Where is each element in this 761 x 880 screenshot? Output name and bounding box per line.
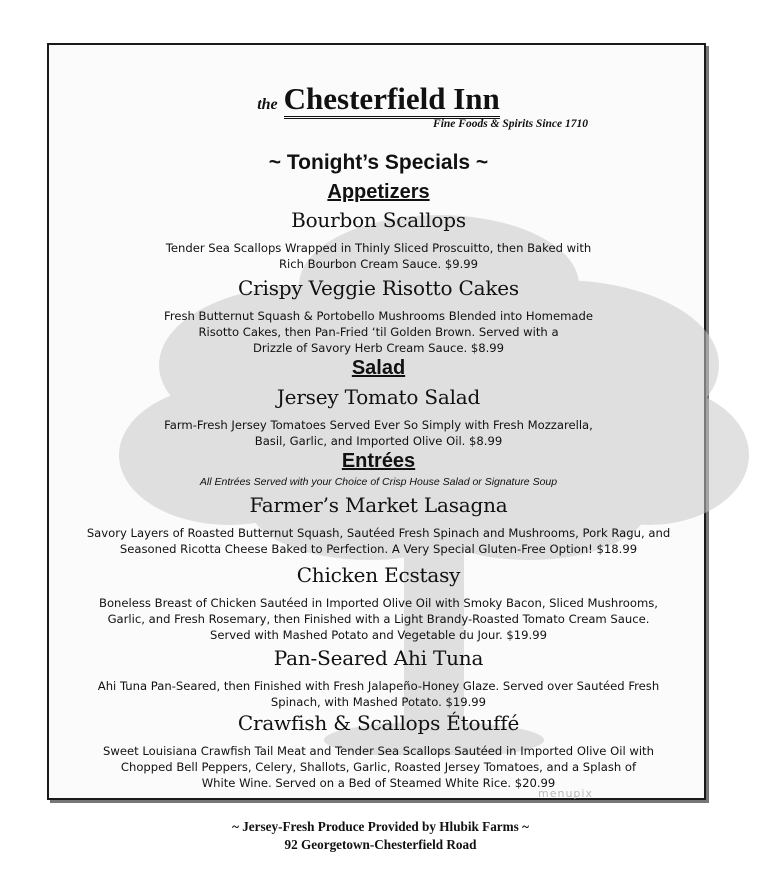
restaurant-tagline: Fine Foods & Spirits Since 1710 bbox=[433, 118, 588, 130]
section-appetizers: Appetizers bbox=[327, 181, 430, 203]
brand-prefix: the bbox=[257, 96, 278, 113]
description-line: Ahi Tuna Pan-Seared, then Finished with Fresh Jalapeño-Honey Glaze. Served over Sautéed Fresh bbox=[97, 679, 660, 693]
dish-description bbox=[69, 308, 688, 356]
dish-description bbox=[69, 743, 688, 791]
description-line: White Wine. Served on a Bed of Steamed White Rice. $20.99 bbox=[201, 776, 556, 790]
dish-description bbox=[69, 417, 688, 449]
dish-description bbox=[69, 595, 688, 643]
description-line: Spinach, with Mashed Potato. $19.99 bbox=[270, 695, 487, 709]
menu-card bbox=[47, 43, 706, 800]
description-line: Seasoned Ricotta Cheese Baked to Perfection. A Very Special Gluten-Free Option! $18.99 bbox=[119, 542, 638, 556]
footer-line-address: 92 Georgetown-Chesterfield Road bbox=[284, 837, 477, 852]
description-line: Garlic, and Fresh Rosemary, then Finished with a Light Brandy-Roasted Tomato Cream Sauce. bbox=[107, 612, 650, 626]
footer bbox=[0, 818, 761, 854]
section-salad: Salad bbox=[351, 357, 406, 379]
menu-content bbox=[49, 45, 708, 802]
description-line: Tender Sea Scallops Wrapped in Thinly Sliced Proscuitto, then Baked with bbox=[165, 241, 592, 255]
dish-name: Jersey Tomato Salad bbox=[276, 385, 481, 409]
section-entrees: Entrées bbox=[341, 450, 416, 472]
dish-name: Pan-Seared Ahi Tuna bbox=[273, 646, 484, 670]
description-line: Farm-Fresh Jersey Tomatoes Served Ever So Simply with Fresh Mozzarella, bbox=[164, 418, 593, 432]
description-line: Basil, Garlic, and Imported Olive Oil. $8.99 bbox=[254, 434, 503, 448]
description-line: Served with Mashed Potato and Vegetable du Jour. $19.99 bbox=[210, 628, 547, 642]
specials-headline: ~ Tonight’s Specials ~ bbox=[268, 151, 489, 174]
description-line: Sweet Louisiana Crawfish Tail Meat and Tender Sea Scallops Sautéed in Imported Olive Oil with bbox=[103, 744, 654, 758]
description-line: Boneless Breast of Chicken Sautéed in Imported Olive Oil with Smoky Bacon, Sliced Mushrooms, bbox=[99, 596, 658, 610]
site-watermark: menupix bbox=[538, 787, 593, 800]
dish-name: Crawfish & Scallops Étouffé bbox=[237, 711, 520, 735]
description-line: Drizzle of Savory Herb Cream Sauce. $8.99 bbox=[252, 341, 505, 355]
description-line: Chopped Bell Peppers, Celery, Shallots, Garlic, Roasted Jersey Tomatoes, and a Splash of bbox=[120, 760, 637, 774]
footer-line-farm: ~ Jersey-Fresh Produce Provided by Hlubik Farms ~ bbox=[232, 819, 529, 834]
restaurant-logo bbox=[49, 81, 708, 117]
restaurant-name: Chesterfield Inn bbox=[284, 81, 500, 119]
dish-name: Chicken Ecstasy bbox=[296, 563, 461, 587]
dish-name: Crispy Veggie Risotto Cakes bbox=[238, 276, 519, 300]
dish-description bbox=[69, 240, 688, 272]
dish-description bbox=[69, 525, 688, 557]
description-line: Risotto Cakes, then Pan-Fried ‘til Golden Brown. Served with a bbox=[198, 325, 559, 339]
dish-name: Bourbon Scallops bbox=[291, 208, 466, 232]
description-line: Savory Layers of Roasted Butternut Squash, Sautéed Fresh Spinach and Mushrooms, Pork Ragu, and bbox=[86, 526, 671, 540]
dish-name: Farmer’s Market Lasagna bbox=[249, 493, 508, 517]
description-line: Rich Bourbon Cream Sauce. $9.99 bbox=[278, 257, 479, 271]
entrees-note: All Entrées Served with your Choice of Crisp House Salad or Signature Soup bbox=[199, 476, 558, 488]
dish-description bbox=[69, 678, 688, 710]
description-line: Fresh Butternut Squash & Portobello Mushrooms Blended into Homemade bbox=[164, 309, 593, 323]
